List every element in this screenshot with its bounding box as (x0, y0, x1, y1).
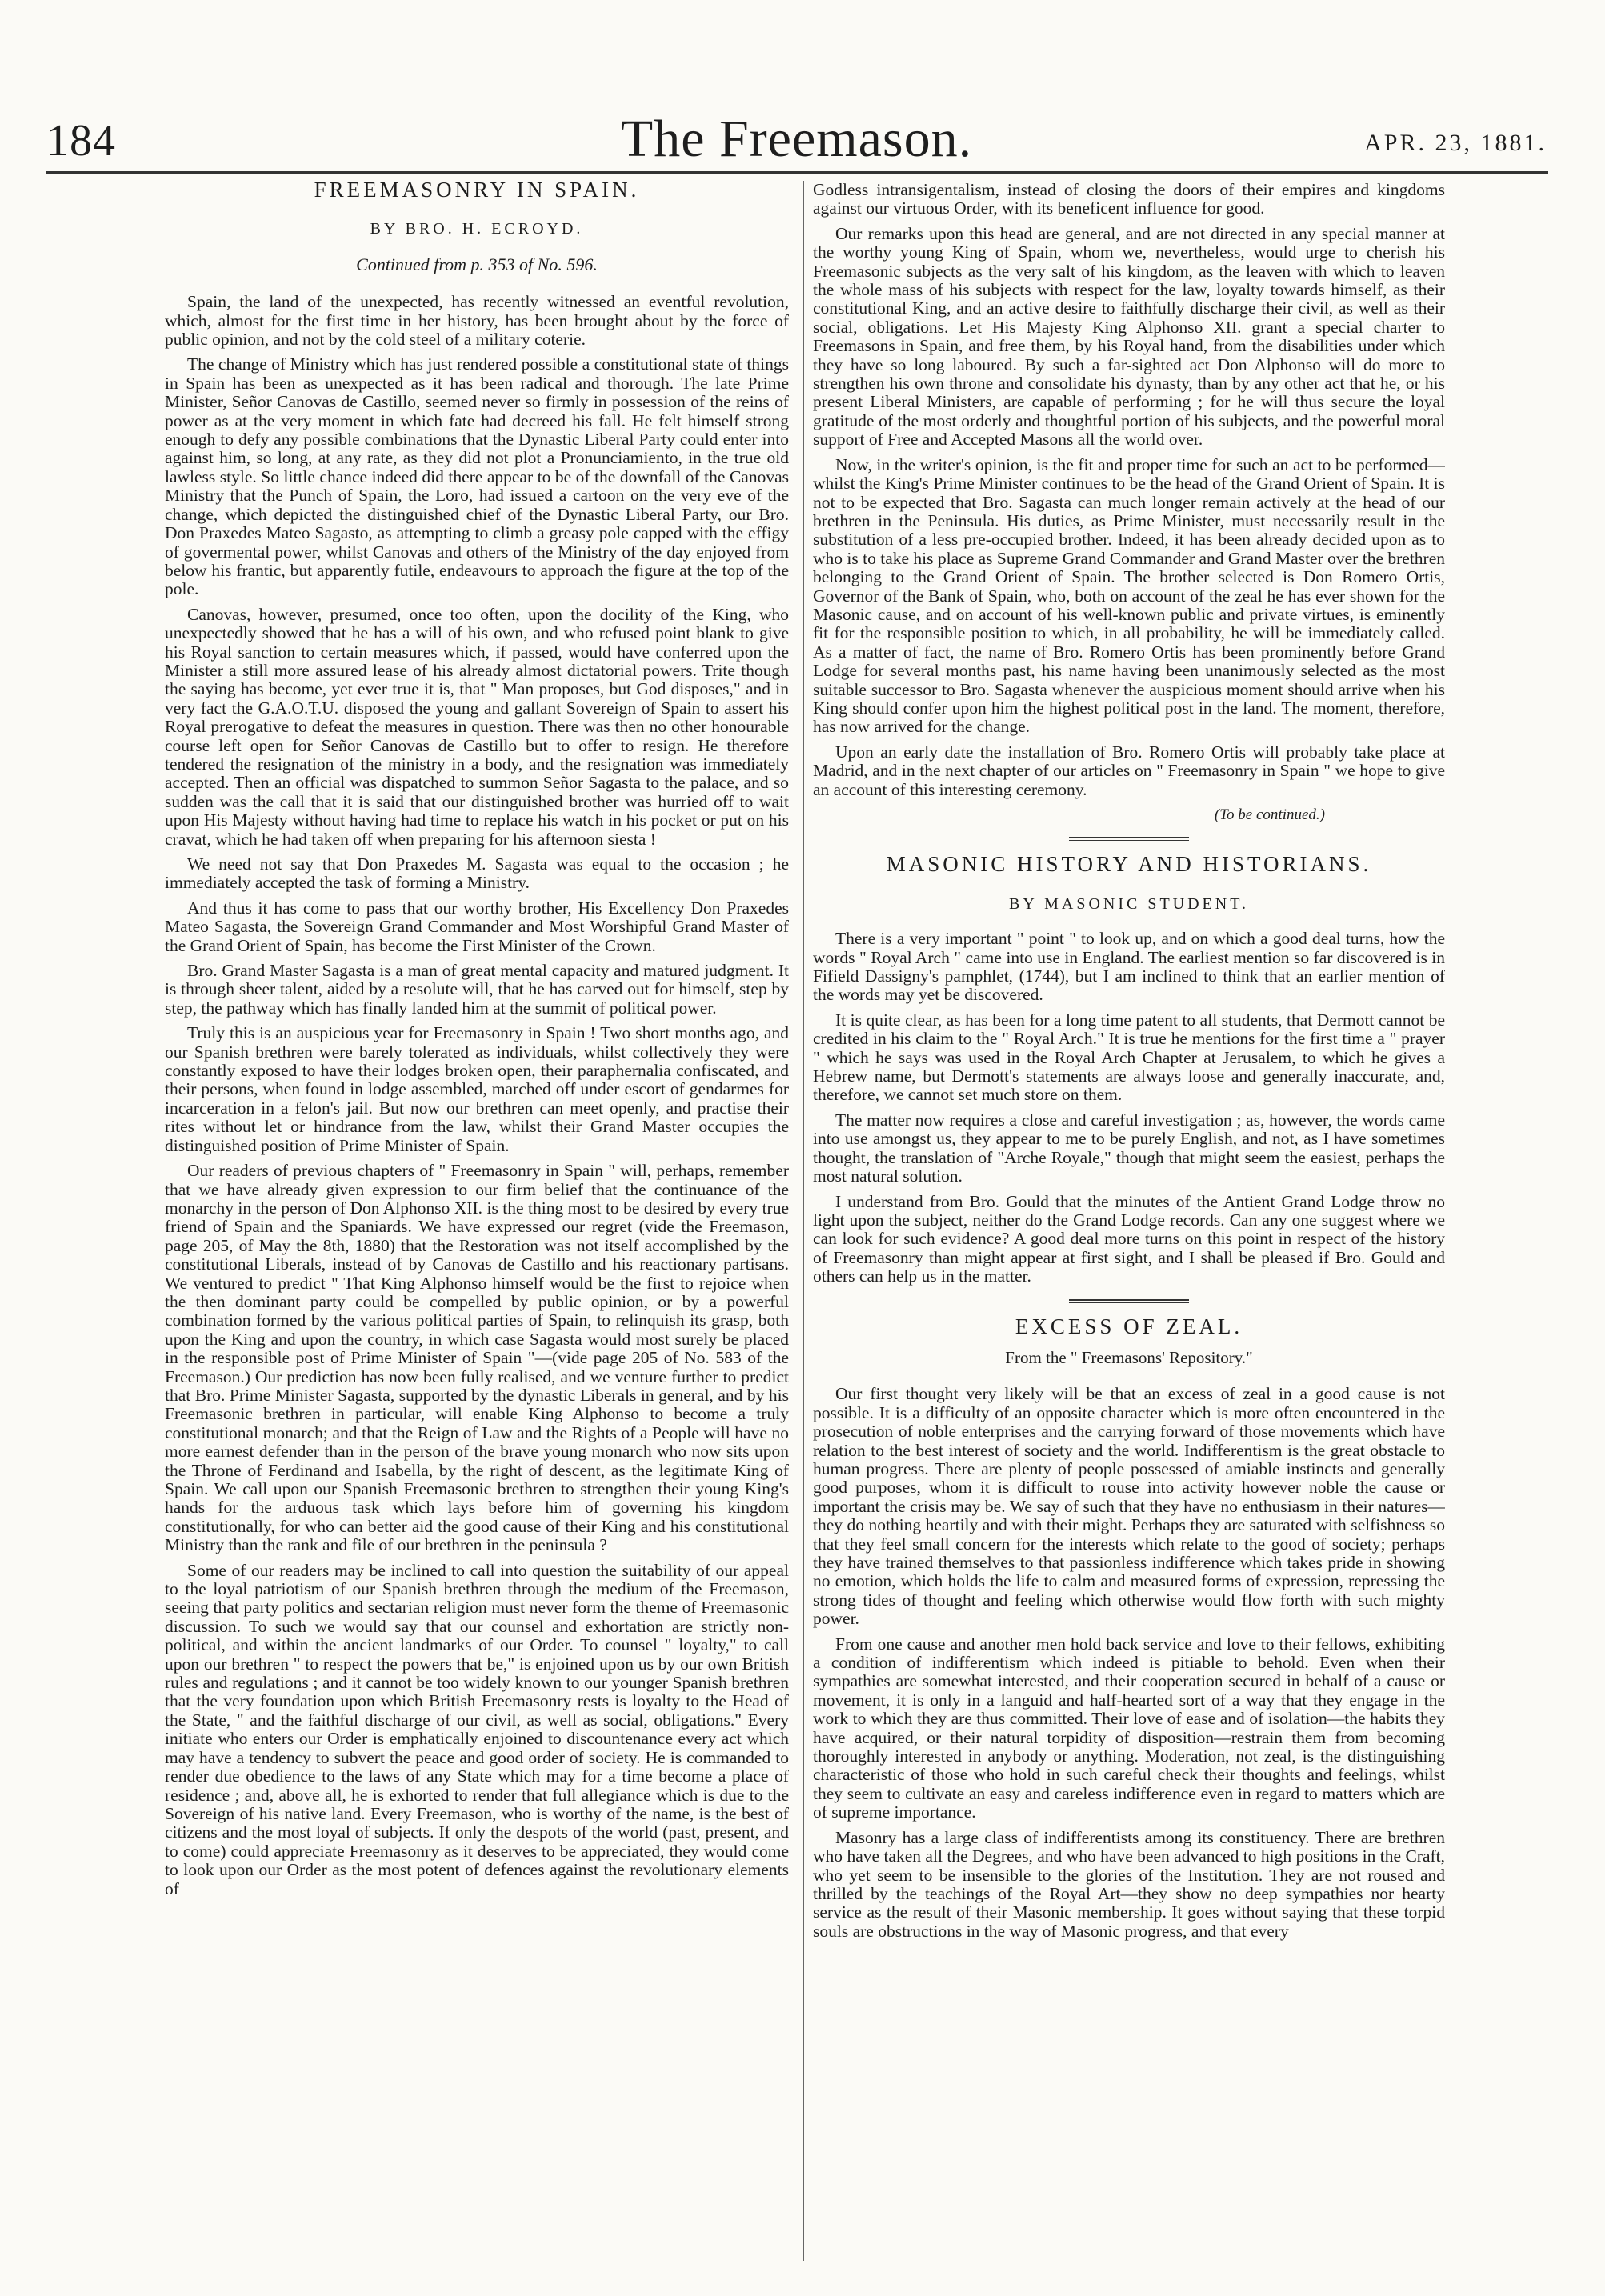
continued-note: Continued from p. 353 of No. 596. (356, 254, 598, 274)
to-be-continued-note: (To be continued.) (1214, 806, 1325, 823)
article-paragraph: Our remarks upon this head are general, and are not directed in any special manner at the worthy young King of Spain, whom we, nevertheless, would urge to cherish his Freemasonic subjects as the very salt of his kingdom, as the leaven with which to leaven the whole mass of his subjects with respect for the law, loyalty towards himself, as their constitutional King, and an active desire to faithfully discharge their civil, as well as their social, obligations. Let His Majesty King Alphonso XII. grant a special charter to Freemasons in Spain, and free them, by his Royal hand, from the disabilities under which they have so long laboured. By such a far-sighted act Don Alphonso will do more to strengthen his own throne and consolidate his dynasty, than by any other act that he, or his present Liberal Ministers, are capable of performing ; for he will thus secure the loyal gratitude of the most orderly and thoughtful portion of his subjects, and the powerful moral support of Free and Accepted Masons all the world over. (813, 223, 1445, 450)
column-right (813, 181, 1445, 2261)
article-byline: BY MASONIC STUDENT. (1009, 894, 1249, 913)
article-paragraph: From one cause and another men hold back service and love to their fellows, exhibiting a condition of indifferentism which indeed is pitiable to behold. Even when their sympathies are somewhat interested, and their cooperation secured in behalf of a cause or movement, it is only in a languid and half-hearted sort of a way that they engage in the work to which they are thus committed. Their love of ease and of isolation—the habits they have acquired, or their natural torpidity of disposition—restrain them from becoming thoroughly interested in anybody or anything. Moderation, not zeal, is the distinguishing characteristic of those who hold in such careful check their thoughts and feelings, whilst they seem to cultivate an easy and careless indifference even in regard to matters which are of supreme importance. (813, 1634, 1445, 1822)
masthead (46, 106, 1547, 170)
source-note: From the " Freemasons' Repository." (1005, 1347, 1253, 1367)
article-byline: BY BRO. H. ECROYD. (370, 220, 584, 238)
article-title: FREEMASONRY IN SPAIN. (314, 181, 640, 202)
article-paragraph: Now, in the writer's opinion, is the fit and proper time for such an act to be performed—whilst the King's Prime Minister continues to be the head of the Grand Orient of Spain. It is not to be expected that Bro. Sagasta can much longer remain actively at the head of our brethren in the Peninsula. His duties, as Prime Minister, must necessarily result in the substitution of a less pre-occupied brother. Indeed, it has been already decided upon as to who is to take his place as Supreme Grand Commander and Grand Master over the brethren belonging to the Grand Orient of Spain. The brother selected is Don Romero Ortis, Governor of the Bank of Spain, who, both on account of the zeal he has ever shown for the Masonic cause, and on account of his well-known public and private virtues, is eminently fit for the responsible position to which, in all probability, he will be immediately called. As a matter of fact, the name of Bro. Romero Ortis has been prominently before Grand Lodge for several months past, his name having been unanimously selected as the most suitable successor to Bro. Sagasta whenever the auspicious moment should arrive when his King should confer upon him the highest political post in the land. The moment, therefore, has now arrived for the change. (813, 454, 1445, 737)
article-paragraph: Our first thought very likely will be that an excess of zeal in a good cause is not possible. It is a difficulty of an opposite character which is more often encountered in the prosecution of noble enterprises and the carrying forward of those movements which have relation to the best interest of society and the world. Indifferentism is the great obstacle to human progress. There are plenty of people possessed of amiable instincts and generally good purposes, whom it is difficult to rouse into activity however noble the cause or important the crisis may be. We say of such that they have no enthusiasm in their natures—they do nothing heartily and with their might. Perhaps they are saturated with selfishness so that they feel small concern for the interests which relate to the good of society; perhaps they have trained themselves to that passionless indifference which takes pride in showing no emotion, which holds the life to calm and measured forms of expression, repressing the strong tides of thought and feeling which otherwise would flow forth with such mighty power. (813, 1384, 1445, 1629)
section-separator (1069, 1299, 1189, 1303)
article-paragraph: Some of our readers may be inclined to call into question the suitability of our appeal to the loyal patriotism of our Spanish brethren through the medium of the Freemason, seeing that party politics and sectarian religion must never form the theme of Freemasonic discussion. To such we would say that our counsel and exhortation are strictly non-political, and within the ancient landmarks of our Order. To counsel " loyalty," to call upon our brethren " to respect the powers that be," is enjoined upon us by our own British rules and regulations ; and it cannot be too widely known to our younger Spanish brethren that the very foundation upon which British Freemasonry rests is loyalty to the Head of the State, " and the faithful discharge of our civil, as well as social, obligations." Every initiate who enters our Order is emphatically enjoined to discountenance every act which may have a tendency to subvert the peace and good order of society. He is commanded to render due obedience to the laws of any State which may for a time become a place of residence ; and, above all, he is exhorted to render that full allegiance which is due to the Sovereign of his native land. Every Freemason, who is worthy of the name, is the best of citizens and the most loyal of subjects. If only the despots of the world (past, present, and to come) could appreciate Freemasonry as it deserves to be appreciated, they would come to look upon our Order as the most potent of defences against the revolutionary elements of (165, 1560, 789, 1898)
article-paragraph: Spain, the land of the unexpected, has recently witnessed an eventful revolution, which, almost for the first time in her history, has been brought about by the force of public opinion, and not by the cold steel of a military coterie. (165, 292, 789, 350)
article-paragraph: Godless intransigentalism, instead of closing the doors of their empires and kingdoms against our virtuous Order, with its beneficent influence for good. (813, 181, 1445, 218)
article-paragraph: Masonry has a large class of indifferentists among its constituency. There are brethren who have taken all the Degrees, and who have been advanced to high positions in the Craft, who yet seem to be insensible to the glories of the Institution. They are not roused and thrilled by the teachings of the Royal Art—they show no deep sympathies nor hearty service as the result of their Masonic membership. It goes without saying that these torpid souls are obstructions in the way of Masonic progress, and that every (813, 1827, 1445, 1941)
column-divider (802, 181, 804, 2261)
article-paragraph: Our readers of previous chapters of " Freemasonry in Spain " will, perhaps, remember that we have already given expression to our firm belief that the continuance of the monarchy in the person of Don Alphonso XII. is the thing most to be desired by every true friend of Spain and the Spaniards. We have expressed our regret (vide the Freemason, page 205, of May the 8th, 1880) that the Restoration was not itself accomplished by the constitutional Liberals, instead of by Canovas de Castillo and his reactionary partisans. We ventured to predict " That King Alphonso himself would be the first to rejoice when the then dominant party could be compelled by public opinion, or by a powerful combination formed by the various political parties of Spain, to relinquish its grasp, both upon the King and upon the country, in which case Sagasta would most surely be placed in the responsible post of Prime Minister of Spain "—(vide page 205 of No. 583 of the Freemason.) Our prediction has now been fully realised, and we venture further to predict that Bro. Prime Minister Sagasta, supported by the dynastic Liberals in general, and by his Freemasonic brethren in particular, will enable King Alphonso to become a truly constitutional monarch; and that the Reign of Law and the Rights of a People will have no more earnest defender than in the person of the brave young monarch who now sits upon the Throne of Ferdinand and Isabella, by the right of descent, as the legitimate King of Spain. We call upon our Spanish Freemasonic brethren to strengthen their young King's hands for the arduous task which lays before him of governing his kingdom constitutionally, for who can better aid the good cause of their King and his constitutional Ministry than the rank and file of our brethren in the peninsula ? (165, 1161, 789, 1555)
article-paragraph: I understand from Bro. Gould that the minutes of the Antient Grand Lodge throw no light upon the subject, neither do the Grand Lodge records. Can any one suggest where we can look for such evidence? A good deal more turns on this point in respect of the history of Freemasonry than might appear at first sight, and I shall be pleased if Bro. Gould and others can help us in the matter. (813, 1191, 1445, 1286)
article-paragraph: The change of Ministry which has just rendered possible a constitutional state of things in Spain has been as unexpected as it has been radical and thorough. The late Prime Minister, Señor Canovas de Castillo, seemed never so firmly in possession of the reins of power as at the very moment in which fate had decreed his fall. He felt himself strong enough to defy any possible combinations that the Dynastic Liberal Party could enter into against him, so long, at any rate, as they did not plot a Pronunciamiento, in the true old lawless style. So little chance indeed did there appear to be of the downfall of the Canovas Ministry that the Punch of Spain, the Loro, had issued a cartoon on the very eve of the change, which depicted the distinguished chief of the Dynastic Liberal Party, our Bro. Don Praxedes Mateo Sagasto, as attempting to climb a greasy pole capped with the effigy of govermental power, whilst Canovas and others of the Ministry of the day enjoyed from below his frantic, but apparently futile, endeavours to approach the figure at the top of the pole. (165, 354, 789, 599)
article-title: MASONIC HISTORY AND HISTORIANS. (886, 852, 1372, 877)
article-paragraph: It is quite clear, as has been for a long time patent to all students, that Dermott cannot be credited in his claim to the " Royal Arch." It is true he mentions for the first time a " prayer " which he says was used in the Royal Arch Chapter at Jerusalem, to which he gives a Hebrew name, but Dermott's statements are always loose and generally inaccurate, and, therefore, we cannot set much store on them. (813, 1010, 1445, 1105)
article-paragraph: And thus it has come to pass that our worthy brother, His Excellency Don Praxedes Mateo Sagasta, the Sovereign Grand Commander and Most Worshipful Grand Master of the Grand Orient of Spain, has become the First Minister of the Crown. (165, 898, 789, 955)
issue-date: APR. 23, 1881. (1364, 130, 1547, 156)
page-number: 184 (46, 116, 116, 166)
article-title: EXCESS OF ZEAL. (1015, 1314, 1243, 1338)
article-paragraph: Bro. Grand Master Sagasta is a man of great mental capacity and matured judgment. It is through sheer talent, aided by a resolute will, that he has carved out for himself, step by step, the pathway which has finally landed him at the summit of political power. (165, 961, 789, 1018)
article-paragraph: We need not say that Don Praxedes M. Sagasta was equal to the occasion ; he immediately accepted the task of forming a Ministry. (165, 854, 789, 893)
section-separator (1069, 837, 1189, 841)
article-paragraph: There is a very important " point " to look up, and on which a good deal turns, how the words " Royal Arch " came into use in England. The earliest mention so far discovered is in Fifield Dassigny's pamphlet, (1744), but I am inclined to think that an earlier mention of the words may yet be discovered. (813, 929, 1445, 1005)
article-paragraph: Upon an early date the installation of Bro. Romero Ortis will probably take place at Madrid, and in the next chapter of our articles on " Freemasonry in Spain " we hope to give an account of this interesting ceremony. (813, 742, 1445, 799)
article-paragraph: Truly this is an auspicious year for Freemasonry in Spain ! Two short months ago, and our Spanish brethren were barely tolerated as individuals, whilst collectively they were constantly exposed to have their lodges broken open, their paraphernalia confiscated, and their persons, when found in lodge assembled, marched off under escort of gendarmes for incarceration in a felon's jail. But now our brethren can meet openly, and practise their rites without let or hindrance from the law, whilst their Grand Master occupies the distinguished position of Prime Minister of Spain. (165, 1023, 789, 1155)
article-paragraph: Canovas, however, presumed, once too often, upon the docility of the King, who unexpectedly showed that he has a will of his own, and who refused point blank to give his Royal sanction to certain measures which, if passed, would have conferred upon the Minister a still more assured lease of his already almost dictatorial powers. Trite though the saying has become, yet ever true it is, that " Man proposes, but God disposes," and in very fact the G.A.O.T.U. disposed the young and gallant Sovereign of Spain to assert his Royal prerogative to defeat the measures in question. There was then no other honourable course left open for Señor Canovas de Castillo but to offer to resign. He therefore tendered the resignation of the ministry in a body, and the resignation was immediately accepted. Then an official was dispatched to summon Señor Sagasta to the palace, and so sudden was the call that it is said that our distinguished brother was hurried off to wait upon His Majesty without having had time to replace his watch in his pocket or put on his cravat, which he had taken off when preparing for his afternoon siesta ! (165, 604, 789, 849)
column-left (165, 181, 789, 2261)
masthead-rule (46, 171, 1548, 174)
paper-title: The Freemason. (620, 110, 973, 168)
article-paragraph: The matter now requires a close and careful investigation ; as, however, the words came into use amongst us, they appear to me to be purely English, and not, as I have sometimes thought, the translation of "Arche Royale," though that might seem the easiest, perhaps the most natural solution. (813, 1110, 1445, 1186)
